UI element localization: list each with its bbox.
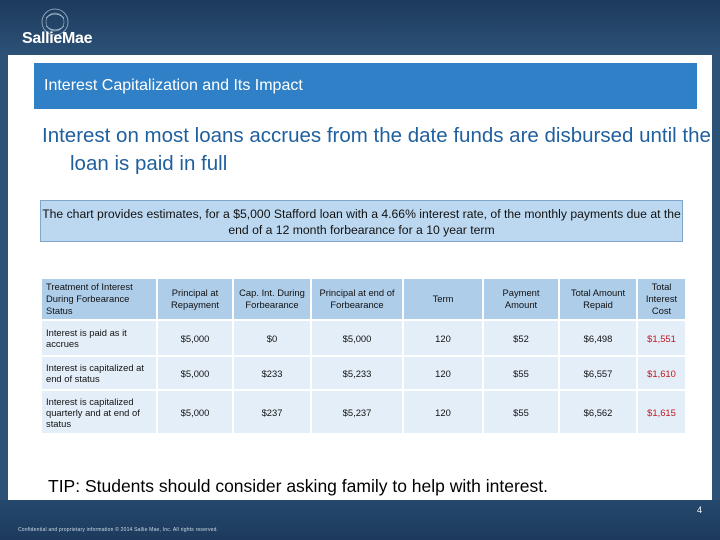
cell-cap-interest: $237 [233,390,311,434]
cell-total-interest: $1,615 [637,390,686,434]
cell-principal-repayment: $5,000 [157,390,233,434]
cell-term: 120 [403,356,483,390]
cell-principal-repayment: $5,000 [157,356,233,390]
page-number: 4 [697,505,703,515]
cell-total-repaid: $6,498 [559,320,637,356]
forbearance-table [42,279,687,435]
cell-principal-repayment: $5,000 [157,320,233,356]
cell-principal-end: $5,233 [311,356,403,390]
footer-copyright: Confidential and proprietary information © 2014 Sallie Mae, Inc. All rights reserved. [18,527,219,533]
table-row [42,356,686,390]
left-border [0,55,8,540]
cell-total-repaid: $6,562 [559,390,637,434]
cell-payment-amount: $52 [483,320,559,356]
cell-payment-amount: $55 [483,390,559,434]
header-total-repaid: Total Amount Repaid [559,279,637,320]
cell-treatment: Interest is paid as it accrues [42,320,157,356]
cell-cap-interest: $0 [233,320,311,356]
note-box: The chart provides estimates, for a $5,000 Stafford loan with a 4.66% interest rate, of the monthly payments due at the end of a 12 month forbearance for a 10 year term [40,200,683,242]
header-principal-end: Principal at end of Forbearance [311,279,403,320]
headline: Interest on most loans accrues from the date funds are disbursed until the loan is paid in full [42,124,711,175]
table-row [42,390,686,434]
footer-band [0,500,720,540]
cell-total-interest: $1,610 [637,356,686,390]
header-cap-interest: Cap. Int. During Forbearance [233,279,311,320]
slide-title-bar [34,63,697,109]
header-term: Term [403,279,483,320]
header-payment-amount: Payment Amount [483,279,559,320]
header-treatment: Treatment of Interest During Forbearance Status [42,279,157,320]
cell-treatment: Interest is capitalized at end of status [42,356,157,390]
cell-total-interest: $1,551 [637,320,686,356]
logo-text: SallieMae [22,30,93,47]
header-total-interest: Total Interest Cost [637,279,686,320]
cell-cap-interest: $233 [233,356,311,390]
cell-payment-amount: $55 [483,356,559,390]
cell-treatment: Interest is capitalized quarterly and at end of status [42,390,157,434]
cell-principal-end: $5,000 [311,320,403,356]
table-header-row [42,279,686,320]
cell-term: 120 [403,320,483,356]
header-principal-repayment: Principal at Repayment [157,279,233,320]
tip-text: TIP: Students should consider asking family to help with interest. [48,476,548,496]
cell-total-repaid: $6,557 [559,356,637,390]
slide-title: Interest Capitalization and Its Impact [44,77,303,94]
header-band [0,0,720,55]
cell-term: 120 [403,390,483,434]
cell-principal-end: $5,237 [311,390,403,434]
table-row [42,320,686,356]
